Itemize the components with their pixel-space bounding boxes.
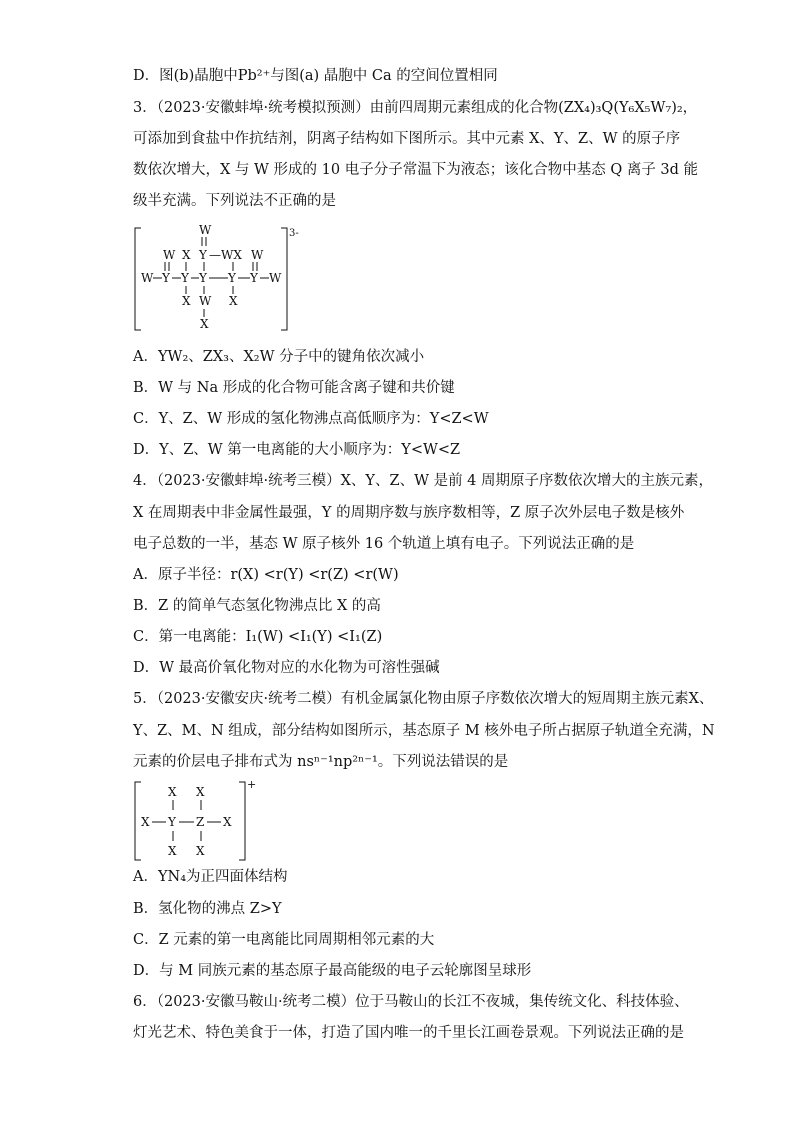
atom-y-2: Y	[181, 271, 189, 285]
question-4-option-c: C．第一电离能：I₁(W) <I₁(Y) <I₁(Z)	[133, 629, 383, 645]
atom-w-r1-1: W	[163, 248, 176, 262]
question-5-line-2: Y、Z、M、N 组成，部分结构如图所示，基态原子 M 核外电子所占据原子轨道全充满，N	[133, 723, 715, 739]
atom-x-tr: X	[196, 785, 205, 799]
option-d-previous: D．图(b)晶胞中Pb²⁺与图(a) 晶胞中 Ca 的空间位置相同	[133, 68, 498, 84]
question-4-option-b: B．Z 的简单气态氢化物沸点比 X 的高	[133, 598, 381, 614]
atom-y-r1: Y	[199, 248, 207, 262]
atom-z: Z	[196, 815, 205, 829]
question-5-option-a: A．YN₄为正四面体结构	[133, 869, 288, 885]
question-4-option-a: A．原子半径：r(X) <r(Y) <r(Z) <r(W)	[133, 567, 399, 583]
atom-w-r3: W	[199, 294, 212, 308]
atom-w-top: W	[199, 223, 212, 237]
atom-y-4: Y	[228, 271, 236, 285]
question-4-line-3: 电子总数的一半，基态 W 原子核外 16 个轨道上填有电子。下列说法正确的是	[133, 536, 635, 552]
atom-w-left: W	[141, 271, 154, 285]
cation-structure-diagram	[133, 776, 263, 864]
atom-x-r3-1: X	[182, 294, 191, 308]
atom-w-r1-2: W	[251, 248, 264, 262]
question-3-option-c: C．Y、Z、W 形成的氢化物沸点高低顺序为：Y<Z<W	[133, 411, 489, 427]
question-3-option-a: A．YW₂、ZX₃、X₂W 分子中的键角依次减小	[133, 349, 425, 365]
atom-x-r3-2: X	[229, 294, 238, 308]
question-3-line-1: 3．（2023·安徽蚌埠·统考模拟预测）由前四周期元素组成的化合物(ZX₄)₃Q(Y₆X₅W₇)₂，	[133, 100, 698, 116]
atom-y-5: Y	[250, 271, 258, 285]
question-5-option-b: B．氢化物的沸点 Z>Y	[133, 901, 282, 917]
charge-label-2: +	[247, 778, 257, 791]
question-3-line-3: 数依次增大，X 与 W 形成的 10 电子分子常温下为液态；该化合物中基态 Q 离子 3d 能	[133, 162, 699, 178]
question-6-line-2: 灯光艺术、特色美食于一体，打造了国内唯一的千里长江画卷景观。下列说法正确的是	[133, 1025, 684, 1041]
atom-x-r1-1: X	[182, 248, 191, 262]
question-5-line-1: 5．（2023·安徽安庆·统考二模）有机金属氯化物由原子序数依次增大的短周期主族元素X、	[133, 691, 714, 707]
atom-wx-r1: —WX	[209, 248, 242, 262]
right-bracket-2	[239, 782, 245, 860]
atom-x-bl: X	[168, 844, 177, 858]
atom-w-right: W	[269, 271, 282, 285]
atom-y-3: Y	[199, 271, 207, 285]
atom-y-1: Y	[162, 271, 170, 285]
question-5-option-c: C．Z 元素的第一电离能比同周期相邻元素的大	[133, 932, 435, 948]
question-4-line-2: X 在周期表中非金属性最强，Y 的周期序数与族序数相等，Z 原子次外层电子数是核外	[133, 505, 685, 521]
question-3-option-d: D．Y、Z、W 第一电离能的大小顺序为：Y<W<Z	[133, 442, 461, 458]
anion-structure-diagram	[133, 220, 303, 335]
question-5-option-d: D．与 M 同族元素的基态原子最高能级的电子云轮廓图呈球形	[133, 963, 532, 979]
atom-x-tl: X	[168, 785, 177, 799]
question-3-line-2: 可添加到食盐中作抗结剂，阴离子结构如下图所示。其中元素 X、Y、Z、W 的原子序	[133, 131, 681, 147]
atom-x-left: X	[141, 815, 150, 829]
question-6-line-1: 6．（2023·安徽马鞍山·统考二模）位于马鞍山的长江不夜城，集传统文化、科技体验、	[133, 994, 689, 1010]
atom-y: Y	[168, 815, 176, 829]
question-3-line-4: 级半充满。下列说法不正确的是	[133, 193, 336, 209]
right-bracket	[281, 228, 287, 330]
question-5-line-3: 元素的价层电子排布式为 nsⁿ⁻¹np²ⁿ⁻¹。下列说法错误的是	[133, 754, 509, 770]
atom-x-br: X	[196, 844, 205, 858]
atom-x-right: X	[223, 815, 232, 829]
atom-x-bottom: X	[200, 317, 209, 331]
question-3-option-b: B．W 与 Na 形成的化合物可能含离子键和共价键	[133, 380, 455, 396]
charge-label: 3-	[289, 228, 299, 239]
question-4-option-d: D．W 最高价氧化物对应的水化物为可溶性强碱	[133, 660, 440, 676]
question-4-line-1: 4．（2023·安徽蚌埠·统考三模）X、Y、Z、W 是前 4 周期原子序数依次增大的主族元素，	[133, 473, 714, 489]
